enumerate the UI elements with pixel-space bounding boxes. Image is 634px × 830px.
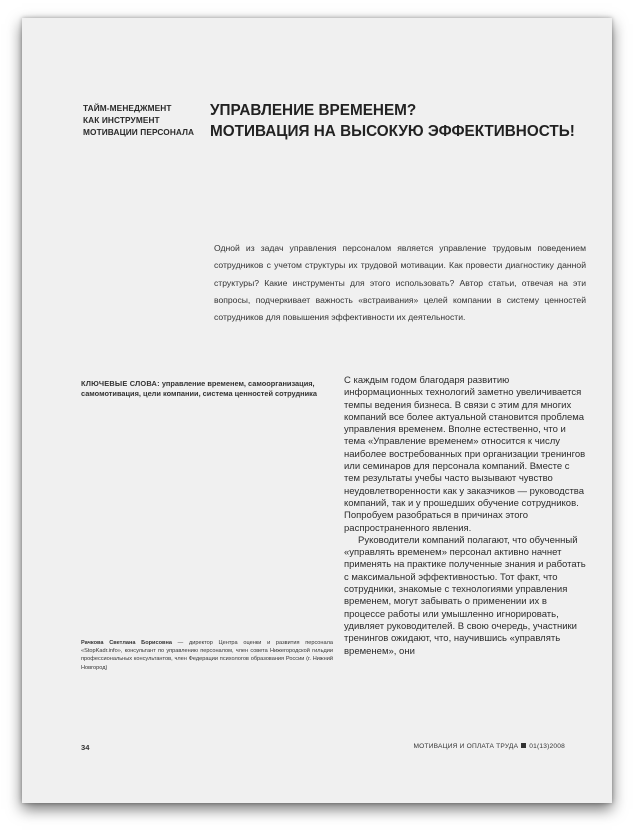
keywords-label: КЛЮЧЕВЫЕ СЛОВА: [81, 379, 160, 388]
article-body [344, 375, 587, 658]
square-separator-icon [521, 743, 526, 748]
journal-footer [413, 743, 565, 750]
keywords-text: управление временем, самоорганизация, самомотивация, цели компании, система ценностей сотрудника [81, 379, 317, 398]
article-title: УПРАВЛЕНИЕ ВРЕМЕНЕМ? МОТИВАЦИЯ НА ВЫСОКУЮ ЭФФЕКТИВНОСТЬ! [210, 102, 575, 140]
issue-number: 01(13)2008 [529, 743, 565, 750]
journal-page [22, 18, 612, 803]
article-lead: Одной из задач управления персоналом является управление трудовым поведением сотрудников с учетом структуры их трудовой мотивации. Как провести диагностику данной структуры? Какие инструменты для этого использовать? Автор статьи, отвечая на эти вопросы, подчеркивает важность «встраивания» целей компании в систему ценностей сотрудников для повышения эффективности их деятельности. [214, 243, 586, 323]
journal-name: МОТИВАЦИЯ И ОПЛАТА ТРУДА [413, 743, 519, 750]
section-rubric: ТАЙМ-МЕНЕДЖМЕНТ КАК ИНСТРУМЕНТ МОТИВАЦИИ ПЕРСОНАЛА [83, 103, 195, 137]
body-paragraph-1: С каждым годом благодаря развитию информационных технологий заметно увеличивается темпы ведения бизнеса. В связи с этим для многих компаний все более актуальной становится проблема управления временем. Вполне естественно, что и тема «Управление временем» относится к числу наиболее востребованных при организации тренингов или семинаров для персонала компаний. Вместе с тем результаты учебы часто вызывают чувство неудовлетворенности как у заказчиков — руководства компаний, так и у прошедших обучение сотрудников. Попробуем разобраться в причинах этого распространенного явления. [344, 375, 586, 534]
body-paragraph-2: Руководители компаний полагают, что обученный «управлять временем» персонал активно начнет применять на практике полученные знания и работать с максимальной эффективностью. Тот факт, что сотрудники, знакомые с технологиями управления временем, могут забывать о применении их в процессе работы или умышленно игнорировать, удивляет руководителей. В свою очередь, участники тренингов ожидают, что, научившись «управлять временем», они [344, 534, 586, 657]
author-info [81, 639, 333, 672]
page-number: 34 [81, 743, 90, 752]
keywords-block [81, 379, 331, 399]
author-bio: — директор Центра оценки и развития персонала «StopKadr.info», консультант по управлению персоналом, член совета Нижегородской гильдии профессиональных консультантов, член Федерации психологов образования России (г. Нижний Новгород) [81, 640, 333, 671]
author-name: Рачкова Светлана Борисовна [81, 640, 172, 646]
